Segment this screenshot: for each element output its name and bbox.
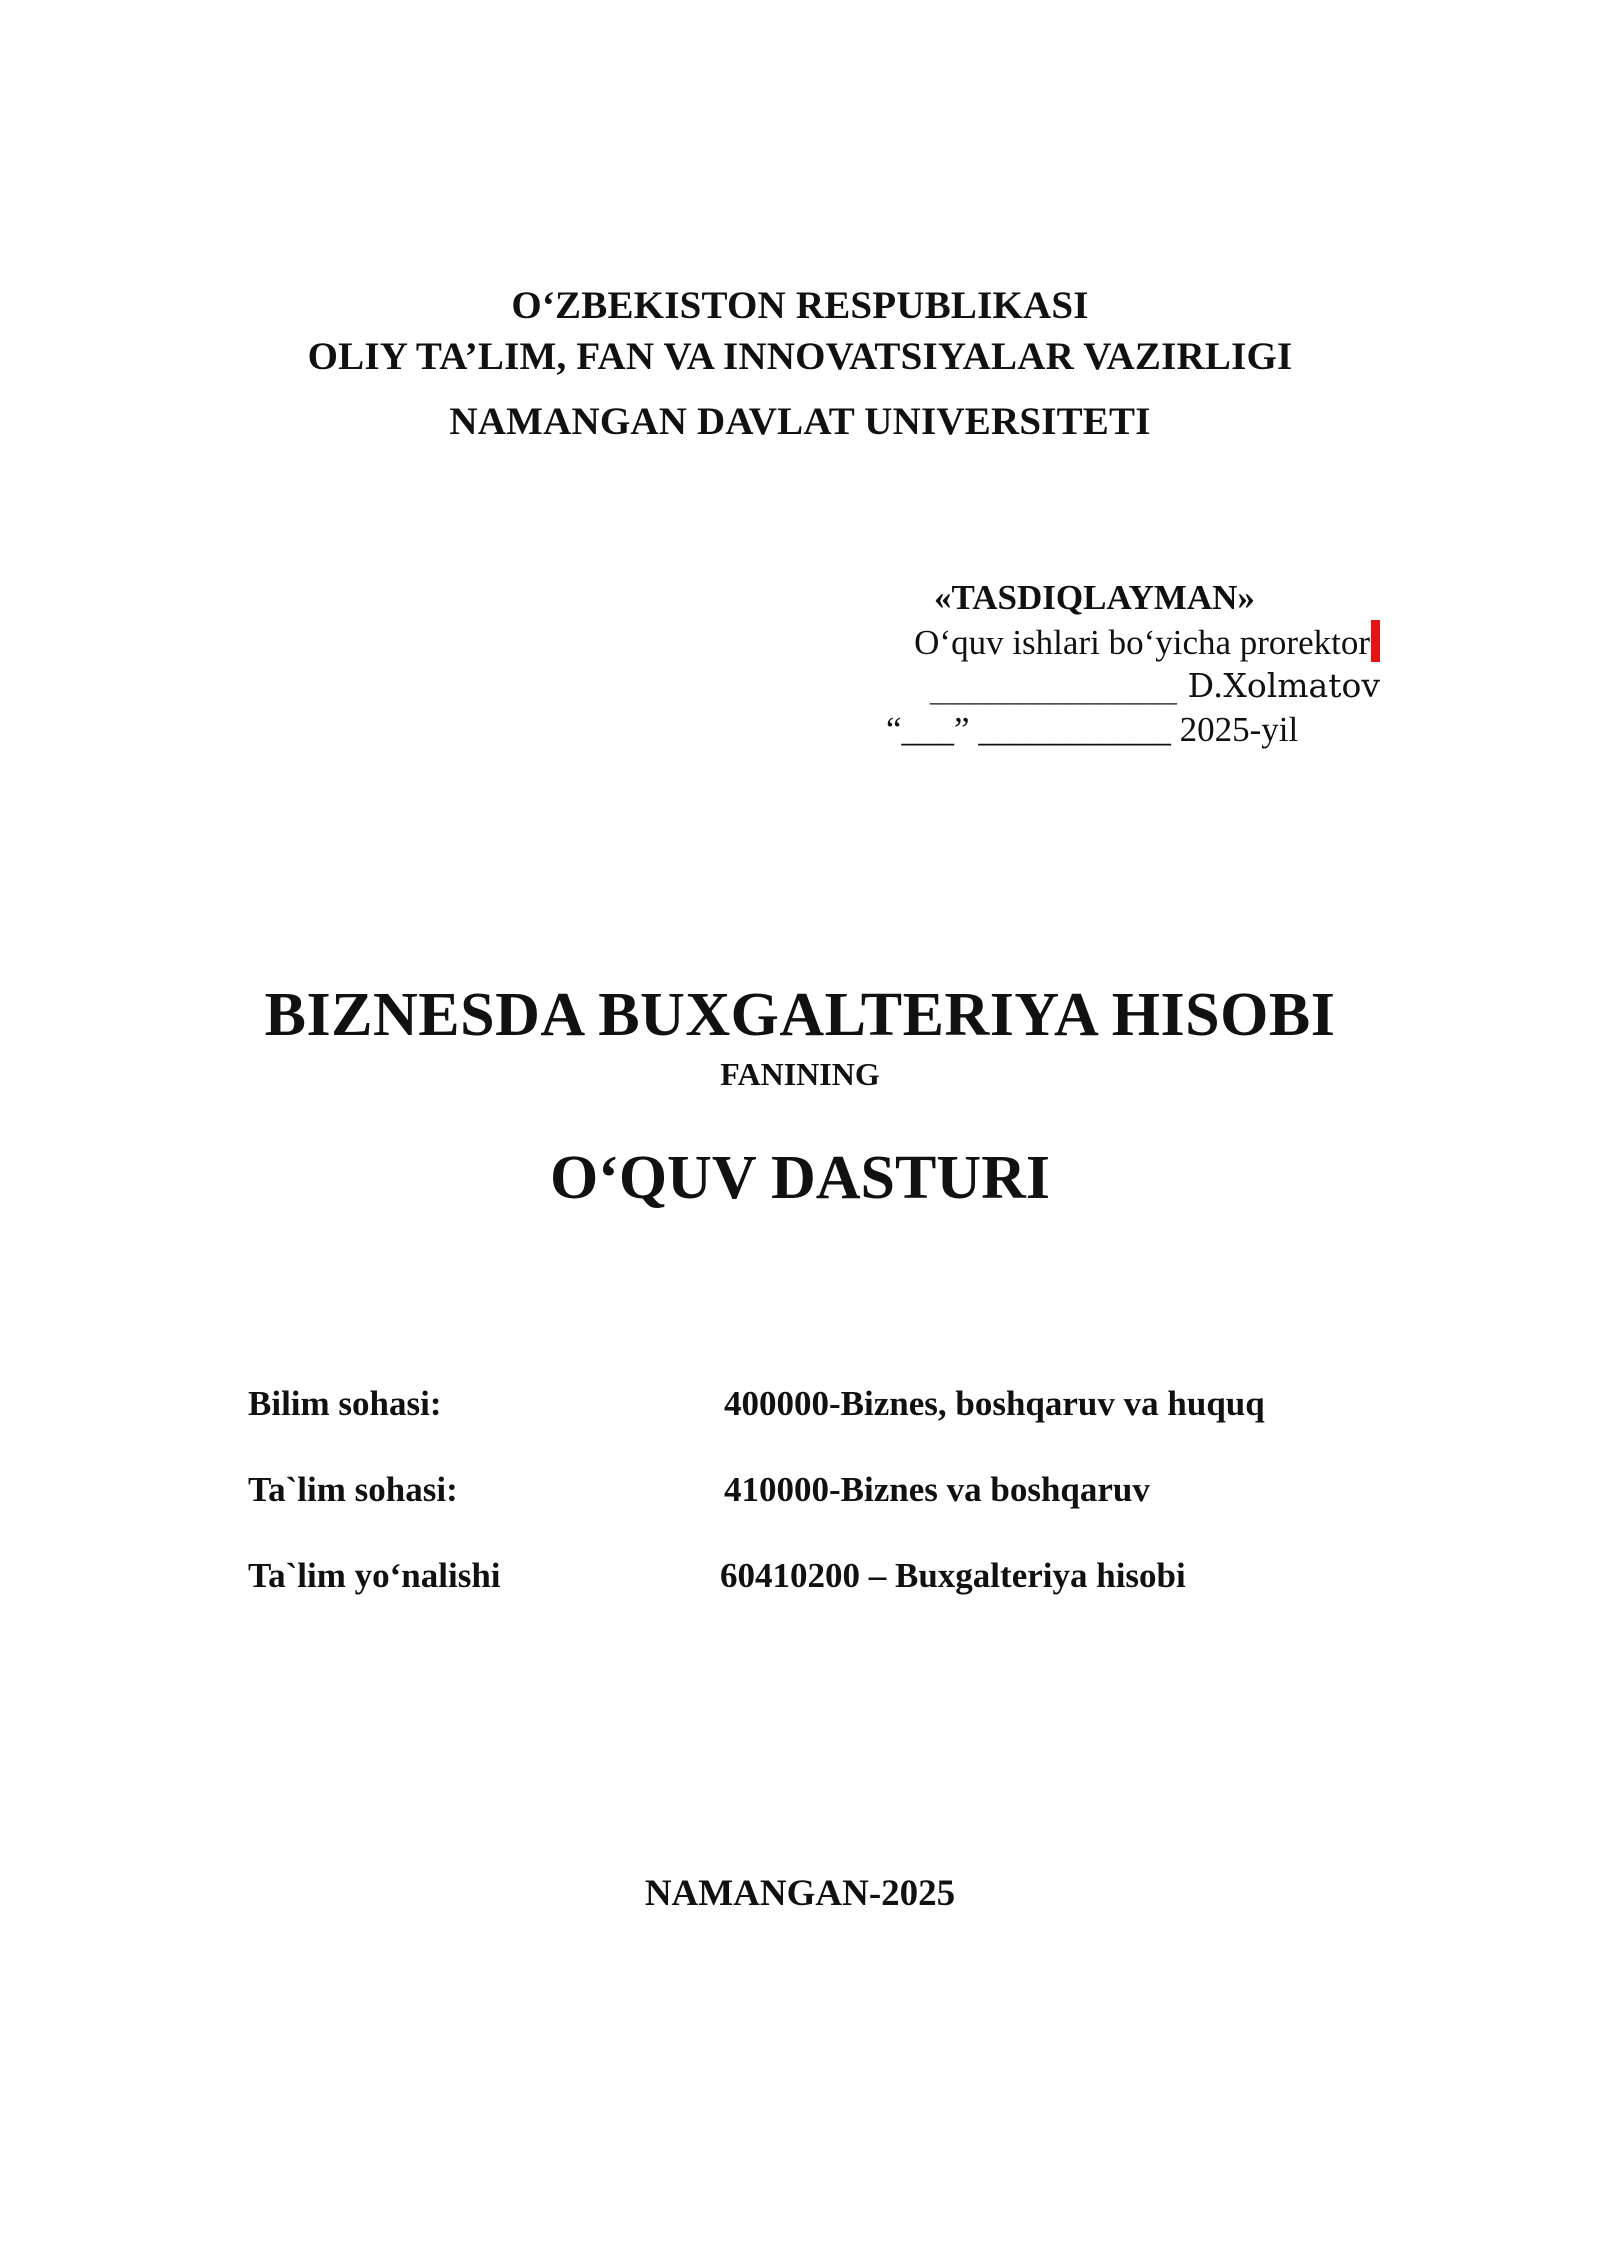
program-title: O‘QUV DASTURI [549, 1144, 1051, 1212]
text-cursor-marker [1371, 620, 1380, 662]
info-value: 400000-Biznes, boshqaruv va huquq [724, 1384, 1265, 1423]
university-name-heading: NAMANGAN DAVLAT UNIVERSITETI [449, 400, 1151, 443]
ministry-country-heading: O‘ZBEKISTON RESPUBLIKASI [511, 284, 1089, 327]
info-label: Ta`lim yo‘nalishi [248, 1556, 501, 1595]
approval-role [840, 620, 1380, 665]
course-title-suffix: FANINING [720, 1056, 880, 1092]
city-year-footer: NAMANGAN-2025 [644, 1873, 956, 1914]
course-title: BIZNESDA BUXGALTERIYA HISOBI [264, 981, 1336, 1049]
approval-role-text: O‘quv ishlari bo‘yicha prorektor [914, 623, 1370, 662]
info-label: Ta`lim sohasi: [248, 1470, 458, 1509]
info-value: 410000-Biznes va boshqaruv [724, 1470, 1150, 1509]
info-label: Bilim sohasi: [248, 1384, 442, 1423]
approval-date-line: “___” ___________ 2025-yil [886, 710, 1299, 749]
ministry-name-heading: OLIY TA’LIM, FAN VA INNOVATSIYALAR VAZIRLIGI [307, 335, 1293, 378]
info-value: 60410200 – Buxgalteriya hisobi [720, 1556, 1186, 1595]
approval-title-text: «TASDIQLAYMAN» [934, 578, 1255, 617]
approval-signature-line: _______________ D.Xolmatov [929, 666, 1380, 705]
